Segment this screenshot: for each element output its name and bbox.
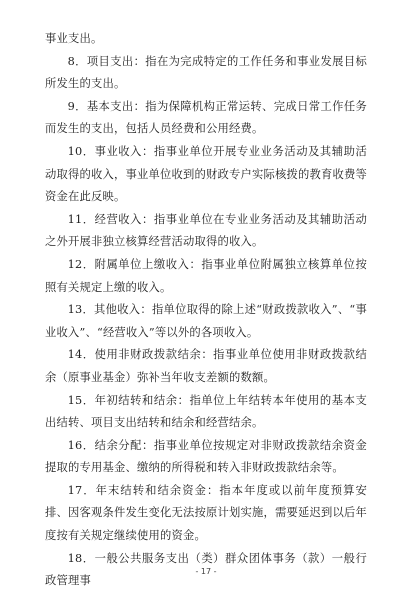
paragraph-text: 事业支出。 xyxy=(45,32,103,45)
paragraph-item xyxy=(45,299,367,344)
paragraph-item xyxy=(45,141,367,209)
paragraph-text: 年初结转和结余：指单位上年结转本年使用的基本支出结转、项目支出结转和结余和经营结余。 xyxy=(45,393,367,430)
paragraph-number: 15． xyxy=(67,393,95,407)
paragraph-item xyxy=(45,435,367,480)
paragraph-number: 16． xyxy=(67,438,95,452)
paragraph-item xyxy=(45,390,367,435)
paragraph-number: 13． xyxy=(67,303,95,317)
paragraph-text: 项目支出：指在为完成特定的工作任务和事业发展目标所发生的支出。 xyxy=(45,54,367,91)
paragraph-number: 17． xyxy=(67,483,96,497)
paragraph-item xyxy=(45,96,367,141)
paragraph-text: 附属单位上缴收入：指事业单位附属独立核算单位按照有关规定上缴的收入。 xyxy=(45,257,367,294)
paragraph-number: 12． xyxy=(67,257,95,271)
paragraph-text: 结余分配：指事业单位按规定对非财政拨款结余资金提取的专用基金、缴纳的所得税和转入非财政拨款结余等。 xyxy=(45,438,367,475)
page-number: - 17 - xyxy=(195,567,217,576)
paragraph-item xyxy=(45,344,367,389)
paragraph-text: 使用非财政拨款结余：指事业单位使用非财政拨款结余（原事业基金）弥补当年收支差额的数额。 xyxy=(45,348,367,384)
paragraph-item xyxy=(45,480,367,548)
paragraph-number: 10． xyxy=(67,144,95,158)
paragraph-number: 18． xyxy=(67,551,95,565)
paragraph-item xyxy=(45,209,367,254)
paragraph-text: 经营收入：指事业单位在专业业务活动及其辅助活动之外开展非独立核算经营活动取得的收入。 xyxy=(45,212,367,249)
paragraph-text: 一般公共服务支出（类）群众团体事务（款）一般行政管理事 xyxy=(45,551,367,588)
paragraph-list xyxy=(45,28,367,593)
paragraph-text: 年末结转和结余资金：指本年度或以前年度预算安排、因客观条件发生变化无法按原计划实施，需要延迟到以后年度按有关规定继续使用的资金。 xyxy=(45,483,367,543)
paragraph-item xyxy=(45,254,367,299)
paragraph-text: 事业收入：指事业单位开展专业业务活动及其辅助活动取得的收入，事业单位收到的财政专户实际核拨的教育收费等资金在此反映。 xyxy=(45,144,367,204)
paragraph-number: 14． xyxy=(67,348,95,362)
paragraph-number: 9． xyxy=(67,99,87,113)
paragraph-text: 基本支出：指为保障机构正常运转、完成日常工作任务而发生的支出，包括人员经费和公用经费。 xyxy=(45,99,367,136)
paragraph-item xyxy=(45,28,367,51)
paragraph-number: 8． xyxy=(67,54,87,68)
paragraph-item xyxy=(45,51,367,96)
paragraph-text: 其他收入：指单位取得的除上述“财政拨款收入”、“事业收入”、“经营收入”等以外的各项收入。 xyxy=(45,303,367,339)
paragraph-number: 11． xyxy=(67,212,95,226)
